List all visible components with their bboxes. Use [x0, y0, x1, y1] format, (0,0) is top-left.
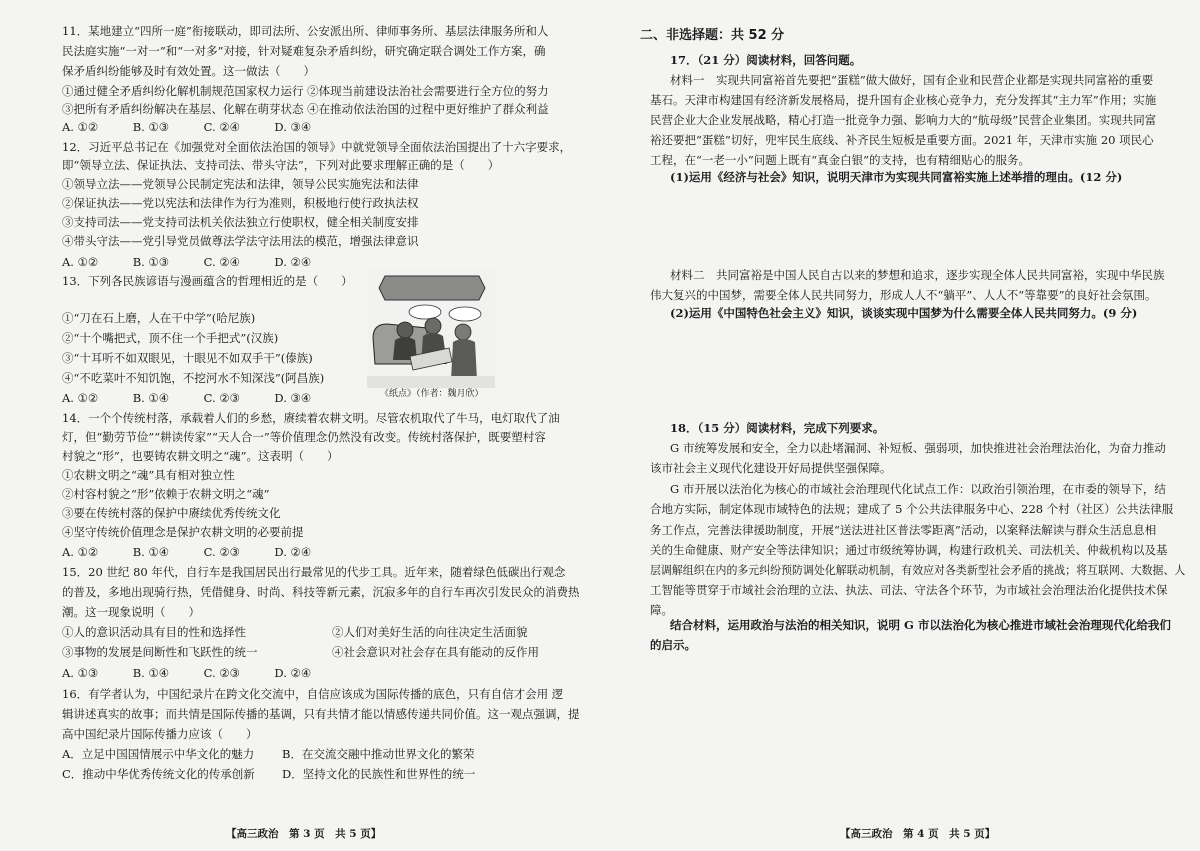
q16-option-b: B．在交流交融中推动世界文化的繁荣: [282, 747, 475, 761]
left-page-footer: 【高三政治 第 3 页 共 5 页】: [226, 828, 382, 840]
q12-option-1: ①领导立法——党领导公民制定宪法和法律，领导公民实施宪法和法律: [62, 177, 419, 191]
q14-stem-line-3: 村貌之“形”，也要铸农耕文明之“魂”。这表明（ ）: [62, 449, 339, 463]
q18-header: 18．（15 分）阅读材料，完成下列要求。: [670, 421, 885, 435]
q16-option-d: D．坚持文化的民族性和世界性的统一: [282, 767, 476, 781]
q16-stem-line-3: 高中国纪录片国际传播力应该（ ）: [62, 727, 258, 741]
q17-question-1: (1)运用《经济与社会》知识，说明天津市为实现共同富裕实施上述举措的理由。(12 分): [670, 170, 1123, 184]
q11-stem-line-1: 11．某地建立“四所一庭”衔接联动，即司法所、公安派出所、律师事务所、基层法律服务所和人: [62, 24, 549, 38]
q13-stem: 13．下列各民族谚语与漫画蕴含的哲理相近的是（ ）: [62, 274, 353, 288]
q12-option-2: ②保证执法——党以宪法和法律作为行为准则，积极地行使行政执法权: [62, 196, 419, 210]
q18-material-line-7: 层调解组织在内的多元纠纷预防调处化解联动机制，有效应对各类新型社会矛盾的挑战；将互联网、大数据、人: [650, 563, 1186, 577]
q17-material1-line-4: 裕还要把“蛋糕”切好，兜牢民生底线、补齐民生短板是重要方面。2021 年，天津市实施 20 项民心: [650, 133, 1154, 147]
q13-cartoon-caption: 《纸点》（作者：魏月欣）: [380, 389, 484, 399]
q17-material2-line-2: 伟大复兴的中国梦，需要全体人民共同努力，形成人人不“躺平”、人人不“等靠要”的良好社会氛围。: [650, 288, 1157, 302]
q12-stem-line-2: 即“领导立法、保证执法、支持司法、带头守法”，下列对此要求理解正确的是（ ）: [62, 158, 500, 172]
q17-material1-line-3: 民营企业大企业发展战略，精心打造一批竞争力强、影响力大的“航母级”民营企业集团。实现共同富: [650, 113, 1157, 127]
q15-option-3: ③事物的发展是间断性和飞跃性的统一: [62, 645, 258, 659]
q17-material2-line-1: 材料二 共同富裕是中国人民自古以来的梦想和追求，逐步实现全体人民共同富裕，实现中华民族: [670, 268, 1165, 282]
q15-option-2: ②人们对美好生活的向往决定生活面貌: [332, 625, 528, 639]
q16-stem-line-2: 辑讲述真实的故事；而共情是国际传播的基调，只有共情才能以情感传递共同价值。这一观点强调，提: [62, 707, 580, 721]
q12-stem-line-1: 12．习近平总书记在《加强党对全面依法治国的领导》中就党领导全面依法治国提出了十六字要求，: [62, 140, 572, 154]
right-page-footer: 【高三政治 第 4 页 共 5 页】: [840, 828, 996, 840]
q14-answers: A. ①② B. ①④ C. ②③ D. ②④: [62, 545, 312, 559]
q12-answers: A. ①② B. ①③ C. ②④ D. ②④: [62, 255, 312, 269]
q14-option-1: ①农耕文明之“魂”具有相对独立性: [62, 468, 235, 482]
q13-option-2: ②“十个嘴把式，顶不住一个手把式”(汉族): [62, 331, 279, 345]
q18-material-line-3: G 市开展以法治化为核心的市域社会治理现代化试点工作：以政治引领治理，在市委的领导下，结: [670, 482, 1166, 496]
q18-material-line-8: 工智能等贯穿于市域社会治理的立法、执法、司法、守法各个环节，为市域社会治理法治化提供技术保: [650, 583, 1168, 597]
q13-option-3: ③“十耳听不如双眼见，十眼见不如双手干”(傣族): [62, 351, 313, 365]
q12-option-3: ③支持司法——党支持司法机关依法独立行使职权，健全相关制度安排: [62, 215, 419, 229]
q16-option-a: A．立足中国国情展示中华文化的魅力: [62, 747, 255, 761]
q15-option-4: ④社会意识对社会存在具有能动的反作用: [332, 645, 539, 659]
q13-option-1: ①“刀在石上磨，人在干中学”(哈尼族): [62, 311, 256, 325]
q18-requirement-line-2: 的启示。: [650, 638, 696, 652]
q15-stem-line-2: 的普及，多地出现骑行热，凭借健身、时尚、科技等新元素，沉寂多年的自行车再次引发民众的消费热: [62, 585, 580, 599]
q14-option-2: ②村容村貌之“形”依赖于农耕文明之“魂”: [62, 487, 270, 501]
q16-option-c: C．推动中华优秀传统文化的传承创新: [62, 767, 255, 781]
q11-stem-line-3: 保矛盾纠纷能够及时有效处置。这一做法（ ）: [62, 64, 315, 78]
q13-answers: A. ①② B. ①④ C. ②③ D. ③④: [62, 391, 312, 405]
q15-stem-line-1: 15．20 世纪 80 年代，自行车是我国居民出行最常见的代步工具。近年来，随着绿色低碳出行观念: [62, 565, 566, 579]
q17-material1-line-2: 基石。天津市构建国有经济新发展格局，提升国有企业核心竞争力，充分发挥其“主力军”作用；实施: [650, 93, 1157, 107]
q18-material-line-4: 合地方实际，制定体现市域特色的法规；建成了 5 个公共法律服务中心、228 个村（社区）公共法律服: [650, 502, 1174, 516]
q14-stem-line-2: 灯，但“勤劳节俭”“耕读传家”“天人合一”等价值理念仍然没有改变。传统村落保护，既要塑村容: [62, 430, 546, 444]
q15-stem-line-3: 潮。这一现象说明（ ）: [62, 605, 200, 619]
q17-question-2: (2)运用《中国特色社会主义》知识，谈谈实现中国梦为什么需要全体人民共同努力。(9 分): [670, 306, 1138, 320]
q18-material-line-2: 该市社会主义现代化建设开好局提供坚强保障。: [650, 461, 892, 475]
q17-material1-line-1: 材料一 实现共同富裕首先要把“蛋糕”做大做好，国有企业和民营企业都是实现共同富裕的重要: [670, 73, 1154, 87]
q14-option-3: ③要在传统村落的保护中赓续优秀传统文化: [62, 506, 281, 520]
q13-cartoon-image: [367, 268, 495, 388]
q18-material-line-1: G 市统筹发展和安全，全力以赴堵漏洞、补短板、强弱项，加快推进社会治理法治化，为奋力推动: [670, 441, 1166, 455]
q13-option-4: ④“不吃菜叶不知饥饱，不挖河水不知深浅”(阿昌族): [62, 371, 325, 385]
q14-stem-line-1: 14．一个个传统村落，承载着人们的乡愁，赓续着农耕文明。尽管农机取代了牛马，电灯取代了油: [62, 411, 560, 425]
q14-option-4: ④坚守传统价值理念是保护农耕文明的必要前提: [62, 525, 304, 539]
q12-option-4: ④带头守法——党引导党员做尊法学法守法用法的模范，增强法律意识: [62, 234, 419, 248]
q15-option-1: ①人的意识活动具有目的性和选择性: [62, 625, 246, 639]
q11-option-line-2: ③把所有矛盾纠纷解决在基层、化解在萌芽状态 ④在推动依法治国的过程中更好维护了群众利益: [62, 102, 549, 116]
q18-requirement-line-1: 结合材料，运用政治与法治的相关知识，说明 G 市以法治化为核心推进市域社会治理现代化给我们: [670, 618, 1171, 632]
q17-header: 17．（21 分）阅读材料，回答问题。: [670, 53, 862, 67]
q16-stem-line-1: 16．有学者认为，中国纪录片在跨文化交流中，自信应该成为国际传播的底色，只有自信才会用 逻: [62, 687, 564, 701]
q11-option-line-1: ①通过健全矛盾纠纷化解机制规范国家权力运行 ②体现当前建设法治社会需要进行全方位的努力: [62, 84, 549, 98]
q11-answers: A. ①② B. ①③ C. ②④ D. ③④: [62, 120, 312, 134]
q18-material-line-5: 务工作点，完善法律援助制度，开展“送法进社区普法零距离”活动，以案释法解读与群众生活息息相: [650, 523, 1157, 537]
q11-stem-line-2: 民法庭实施“一对一”和“一对多”对接，针对疑难复杂矛盾纠纷，研究确定联合调处工作方案，确: [62, 44, 546, 58]
q18-material-line-6: 关的生命健康、财产安全等法律知识；通过市级统筹协调，构建行政机关、司法机关、仲裁机构以及基: [650, 543, 1168, 557]
q15-answers: A. ①③ B. ①④ C. ②③ D. ②④: [62, 666, 312, 680]
section-title: 二、非选择题：共 52 分: [640, 28, 785, 43]
q18-material-line-9: 障。: [650, 603, 673, 617]
q17-material1-line-5: 工程，在“一老一小”问题上既有“真金白银”的支持，也有精细贴心的服务。: [650, 153, 1031, 167]
